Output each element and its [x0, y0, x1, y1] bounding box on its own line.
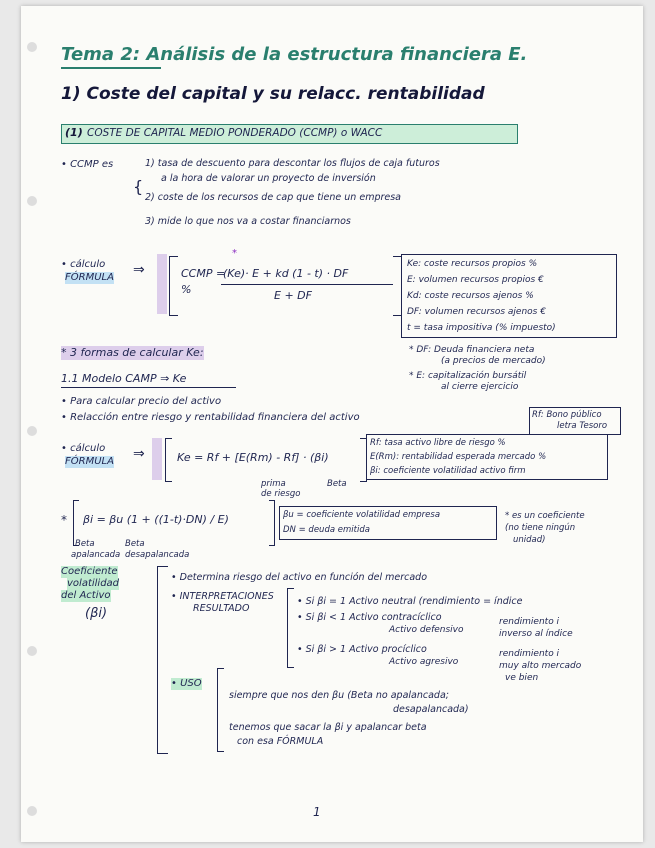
- interp-brace: [287, 588, 294, 668]
- formula3-note: * es un coeficiente: [505, 511, 585, 521]
- legend-item: DN = deuda emitida: [283, 525, 370, 535]
- interp-result: Activo defensivo: [389, 625, 464, 635]
- page-number: 1: [313, 805, 321, 819]
- formula2-under: Beta: [327, 479, 347, 489]
- legend-item: E(Rm): rentabilidad esperada mercado %: [370, 452, 547, 462]
- notebook-page: [21, 6, 643, 842]
- beta-left: del Activo: [61, 590, 111, 601]
- uso-brace: [217, 668, 224, 752]
- page-subtitle: 1) Coste del capital y su relacc. rentabilidad: [61, 84, 485, 104]
- formula1-bar: [157, 254, 167, 314]
- beta-symbol: (βi): [85, 606, 108, 621]
- formula2-under: prima: [261, 479, 286, 489]
- formula1-note: (a precios de mercado): [441, 356, 546, 366]
- formula1-denominator: E + DF: [274, 289, 312, 302]
- formula3-label: desapalancada: [125, 550, 190, 560]
- legend-item: βu = coeficiente volatilidad empresa: [283, 510, 441, 520]
- formula1-note: al cierre ejercicio: [441, 382, 519, 392]
- ccmp-lead: • CCMP es: [61, 159, 114, 170]
- interp-result: muy alto mercado: [499, 661, 582, 671]
- ccmp-line2: 2) coste de los recursos de cap que tiene un empresa: [145, 192, 402, 203]
- interp-label: • INTERPRETACIONES: [171, 591, 274, 602]
- beta-left: volatilidad: [67, 578, 120, 589]
- legend-item: E: volumen recursos propios €: [407, 275, 544, 285]
- formula1-lhs: CCMP =: [181, 267, 226, 280]
- formula3-eq: βi = βu (1 + ((1-t)·DN) / E): [83, 513, 229, 526]
- ke-bullet: • Relacción entre riesgo y rentabilidad financiera del activo: [61, 412, 360, 423]
- interp-result: ve bien: [505, 673, 539, 683]
- legend-item: t = tasa impositiva (% impuesto): [407, 323, 556, 333]
- legend-item: Rf: tasa activo libre de riesgo %: [370, 438, 506, 448]
- beta-bullet: • Determina riesgo del activo en función del mercado: [171, 572, 428, 583]
- interp-result: • Si βi < 1 Activo contracíclico: [297, 612, 442, 623]
- formula3-note: unidad): [513, 535, 546, 545]
- ccmp-line1b: a la hora de valorar un proyecto de inversión: [161, 173, 376, 184]
- punch-hole: [27, 196, 37, 206]
- rf-note: letra Tesoro: [557, 421, 608, 431]
- section-heading: COSTE DE CAPITAL MEDIO PONDERADO (CCMP) o WACC: [87, 127, 383, 139]
- formula2-bar: [152, 438, 162, 480]
- uso-line: con esa FÓRMULA: [237, 736, 324, 747]
- ccmp-line1: 1) tasa de descuento para descontar los flujos de caja futuros: [145, 158, 440, 169]
- formula2-label2: FÓRMULA: [65, 456, 114, 467]
- ke-subheading: 1.1 Modelo CAMP ⇒ Ke: [61, 372, 187, 385]
- formula1-label2: FÓRMULA: [65, 272, 114, 283]
- ke-sub-underline: [61, 387, 236, 388]
- punch-hole: [27, 426, 37, 436]
- formula1-star: *: [232, 248, 237, 259]
- formula1-percent: %: [181, 283, 192, 296]
- uso-line: siempre que nos den βu (Beta no apalancada;: [229, 690, 449, 701]
- formula2-under: de riesgo: [261, 489, 301, 499]
- ccmp-brace: {: [133, 177, 144, 196]
- interp-result: • Si βi > 1 Activo procíclico: [297, 644, 427, 655]
- formula1-bracket-left: [169, 256, 178, 316]
- page-title: Tema 2: Análisis de la estructura financiera E.: [61, 44, 528, 65]
- interp-result: inverso al índice: [499, 629, 573, 639]
- title-underline: [61, 67, 161, 69]
- formula3-label: Beta: [125, 539, 145, 549]
- beta-brace: [157, 566, 168, 754]
- formula1-arrow: ⇒: [133, 262, 145, 278]
- uso-line: desapalancada): [393, 704, 469, 715]
- legend-item: βi: coeficiente volatilidad activo firm: [370, 466, 526, 476]
- formula1-note: * DF: Deuda financiera neta: [409, 345, 535, 355]
- interp-result: • Si βi = 1 Activo neutral (rendimiento = índice: [297, 596, 523, 607]
- punch-hole: [27, 806, 37, 816]
- legend-item: Ke: coste recursos propios %: [407, 259, 538, 269]
- formula3-label: Beta: [75, 539, 95, 549]
- legend-item: Kd: coste recursos ajenos %: [407, 291, 534, 301]
- ccmp-line3: 3) mide lo que nos va a costar financiarnos: [145, 216, 351, 227]
- ke-bullet: • Para calcular precio del activo: [61, 396, 222, 407]
- formula1-fraction-line: [221, 284, 393, 285]
- interp-result: rendimiento i: [499, 617, 560, 627]
- uso-line: tenemos que sacar la βi y apalancar beta: [229, 722, 427, 733]
- formula2-eq: Ke = Rf + [E(Rm) - Rf] · (βi): [177, 451, 329, 464]
- formula1-label: • cálculo: [61, 259, 106, 270]
- punch-hole: [27, 646, 37, 656]
- uso-label: • USO: [171, 678, 202, 689]
- formula3-bracket-right: [269, 500, 275, 546]
- formula3-label: apalancada: [71, 550, 121, 560]
- formula2-label: • cálculo: [61, 443, 106, 454]
- legend-item: DF: volumen recursos ajenos €: [407, 307, 546, 317]
- formula1-numerator: (Ke)· E + kd (1 - t) · DF: [223, 267, 349, 280]
- punch-hole: [27, 42, 37, 52]
- formula3-note: (no tiene ningún: [505, 523, 576, 533]
- formula1-note: * E: capitalización bursátil: [409, 371, 527, 381]
- interp-result: Activo agresivo: [389, 657, 459, 667]
- beta-left: Coeficiente: [61, 566, 118, 577]
- formula3-star: *: [61, 513, 67, 527]
- formula2-bracket-left: [165, 438, 172, 482]
- ke-heading: * 3 formas de calcular Ke:: [61, 346, 204, 359]
- interp-result: rendimiento i: [499, 649, 560, 659]
- rf-note: Rf: Bono público: [532, 410, 602, 420]
- formula2-arrow: ⇒: [133, 446, 145, 462]
- interp-label: RESULTADO: [193, 603, 250, 614]
- section-number: (1): [65, 126, 83, 139]
